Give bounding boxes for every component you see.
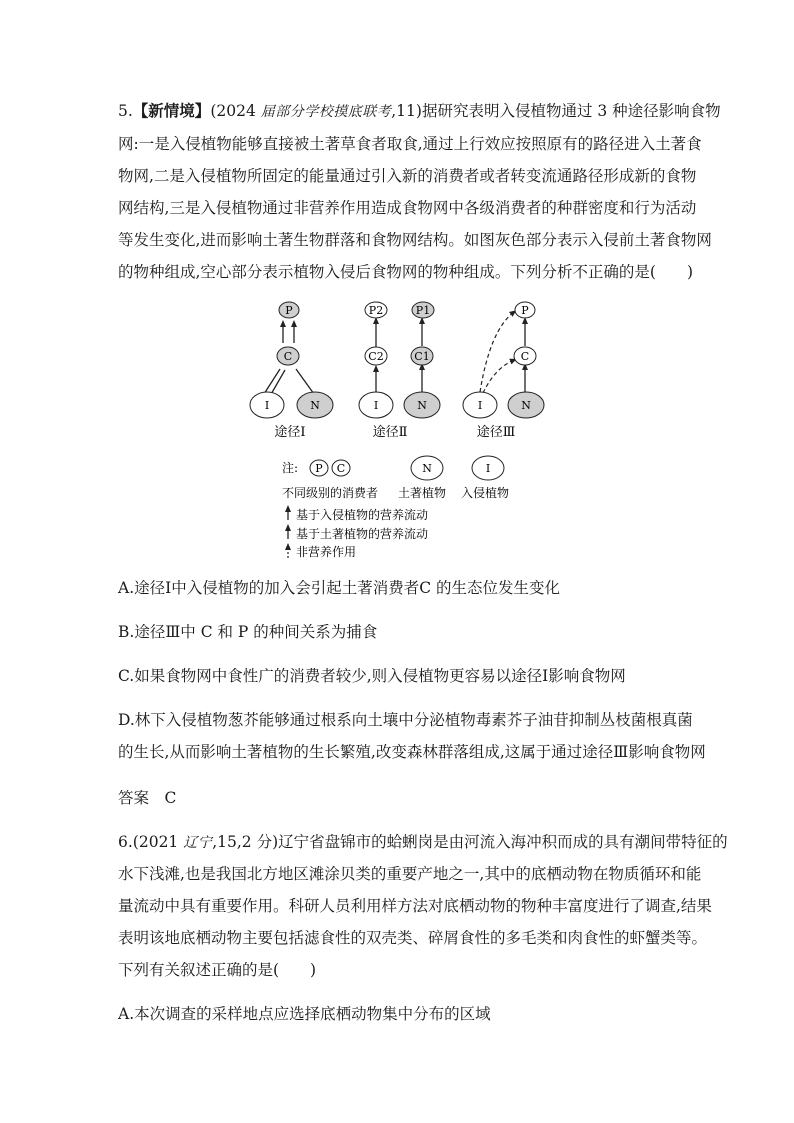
node-i-path3-label: I — [477, 399, 483, 412]
node-c-path3-label: C — [520, 350, 530, 363]
legend-i-label: I — [485, 462, 491, 475]
figure-legend — [282, 456, 509, 559]
node-p1-label: P1 — [415, 304, 431, 317]
q6-source-open: (2021 — [132, 833, 184, 851]
pathway-3-caption: 途径Ⅲ — [476, 425, 516, 440]
q5-number: 5. — [118, 102, 133, 120]
q5-line-1-text: 据研究表明入侵植物通过 3 种途径影响食物 — [421, 102, 721, 120]
legend-flow-native: 基于土著植物的营养流动 — [296, 527, 429, 541]
node-i-path2-label: I — [373, 399, 379, 412]
q6-line-2: 水下浅滩,也是我国北方地区滩涂贝类的重要产地之一,其中的底栖动物在物质循环和能 — [118, 865, 702, 883]
q5-tag: 【新情境】 — [132, 101, 211, 120]
q5-option-a: A.途径Ⅰ中入侵植物的加入会引起土著消费者C 的生态位发生变化 — [118, 579, 561, 597]
node-c1-label: C1 — [414, 350, 430, 363]
legend-flow-invasive: 基于入侵植物的营养流动 — [296, 508, 429, 522]
q5-source: 届部分学校摸底联考 — [260, 104, 392, 120]
legend-n-label: N — [422, 462, 432, 475]
pathway-2-diagram — [359, 302, 440, 440]
pathway-2-caption: 途径Ⅱ — [372, 425, 408, 440]
node-c2-label: C2 — [368, 350, 384, 363]
node-n-path1-label: N — [310, 399, 320, 412]
node-p-path1-label: P — [285, 304, 293, 317]
q5-option-b: B.途径Ⅲ中 C 和 P 的种间关系为捕食 — [118, 623, 378, 641]
q5-option-d-line-2: 的生长,从而影响土著植物的生长繁殖,改变森林群落组成,这属于通过途径Ⅲ影响食物网 — [118, 743, 706, 761]
q5-line-4: 网结构,三是入侵植物通过非营养作用造成食物网中各级消费者的种群密度和行为活动 — [118, 199, 697, 217]
legend-invasive: 入侵植物 — [461, 486, 510, 500]
q5-line-3: 物网,二是入侵植物所固定的能量通过引入新的消费者或者转变流通路径形成新的食物 — [118, 167, 697, 185]
q5-source-close: ,11) — [391, 102, 422, 120]
q5-source-open: (2024 — [210, 102, 261, 120]
q5-answer: 答案 C — [118, 789, 177, 807]
node-c-path1-label: C — [283, 350, 293, 363]
node-p-path3-label: P — [521, 304, 529, 317]
pathway-3-diagram — [463, 302, 544, 440]
legend-p-label: P — [315, 462, 323, 475]
q6-line-1 — [118, 832, 728, 853]
q6-number: 6. — [118, 833, 133, 851]
legend-consumers: 不同级别的消费者 — [282, 486, 379, 500]
node-i-path1-label: I — [264, 399, 270, 412]
q5-line-6: 的物种组成,空心部分表示植物入侵后食物网的物种组成。下列分析不正确的是( ) — [118, 263, 694, 281]
legend-note: 注: — [282, 461, 299, 475]
link-i-to-c-1 — [264, 369, 280, 394]
q5-option-d-line-1: D.林下入侵植物葱芥能够通过根系向土壤中分泌植物毒素芥子油苷抑制丛枝菌根真菌 — [118, 711, 693, 729]
legend-c-label: C — [336, 462, 346, 475]
legend-native: 土著植物 — [398, 486, 447, 500]
dashed-arrow-i-to-p — [480, 312, 514, 392]
q5-line-5: 等发生变化,进而影响土著生物群落和食物网结构。如图灰色部分表示入侵前土著食物网 — [118, 231, 712, 249]
legend-non-nutritional: 非营养作用 — [296, 545, 357, 559]
node-n-path2-label: N — [417, 399, 427, 412]
pathway-1-caption: 途径Ⅰ — [274, 425, 306, 440]
pathway-1-diagram — [250, 302, 333, 440]
link-n-to-c — [296, 369, 314, 394]
q6-source-close: ,15,2 分) — [212, 833, 279, 851]
q5-option-c: C.如果食物网中食性广的消费者较少,则入侵植物更容易以途径Ⅰ影响食物网 — [118, 667, 626, 685]
q6-option-a: A.本次调查的采样地点应选择底栖动物集中分布的区域 — [118, 1005, 491, 1023]
q5-line-2: 网:一是入侵植物能够直接被土著草食者取食,通过上行效应按照原有的路径进入土著食 — [118, 135, 702, 153]
q6-line-4: 表明该地底栖动物主要包括滤食性的双壳类、碎屑食性的多毛类和肉食性的虾蟹类等。 — [118, 929, 708, 947]
q6-line-1-text: 辽宁省盘锦市的蛤蜊岗是由河流入海冲积而成的具有潮间带特征的 — [278, 833, 728, 851]
q6-line-5: 下列有关叙述正确的是( ) — [118, 961, 317, 979]
dashed-arrow-i-to-c — [483, 360, 514, 393]
node-p2-label: P2 — [368, 304, 384, 317]
q6-source: 辽宁 — [183, 835, 213, 851]
node-n-path3-label: N — [521, 399, 531, 412]
q6-line-3: 量流动中具有重要作用。科研人员利用样方法对底栖动物的物种丰富度进行了调查,结果 — [118, 897, 712, 915]
